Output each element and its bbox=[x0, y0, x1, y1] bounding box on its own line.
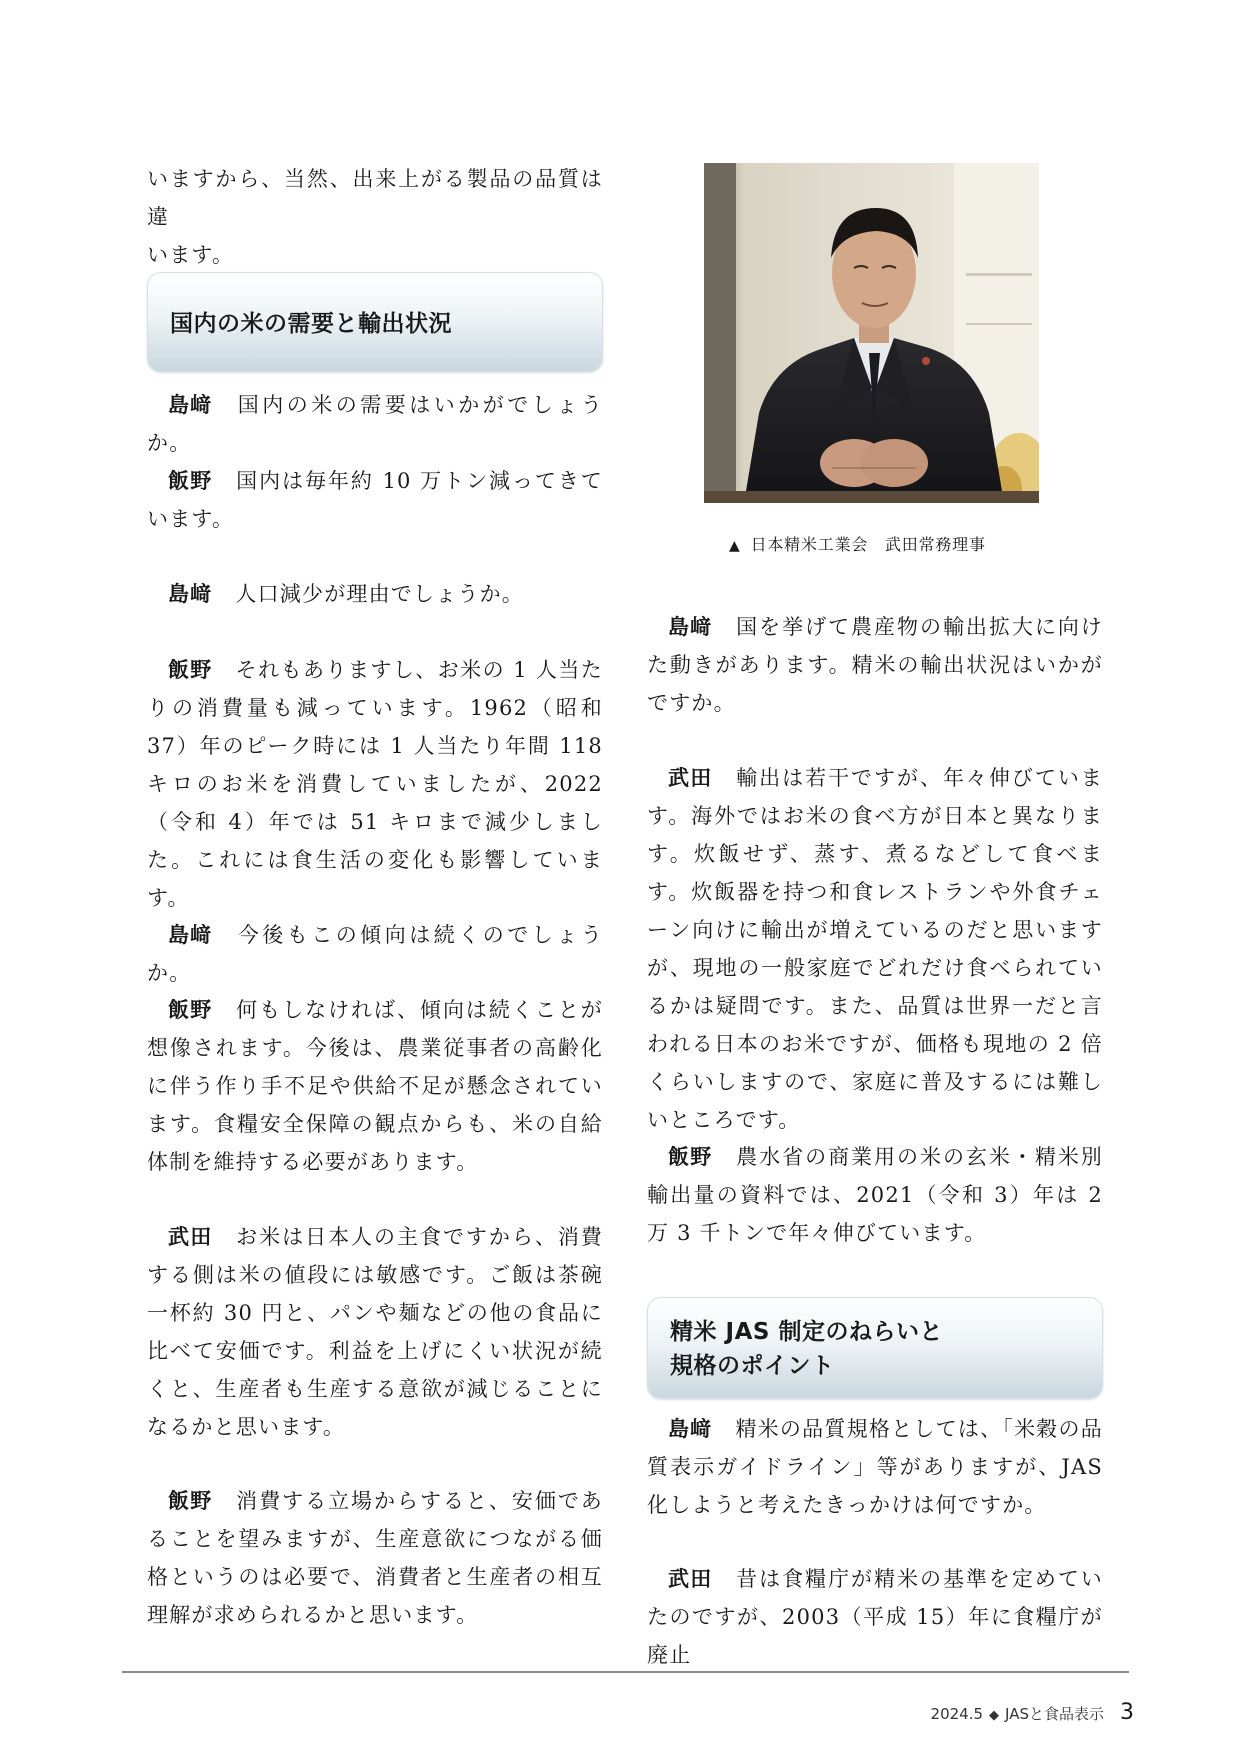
dialogue-paragraph bbox=[647, 759, 1103, 1139]
dialogue-paragraph bbox=[147, 386, 603, 462]
speaker-name: 飯野 bbox=[168, 1489, 213, 1513]
speaker-name: 飯野 bbox=[168, 998, 213, 1022]
dialogue-paragraph bbox=[647, 1138, 1103, 1252]
speaker-name: 武田 bbox=[668, 766, 713, 790]
speaker-name: 島﨑 bbox=[168, 393, 213, 417]
dialogue-paragraph bbox=[147, 462, 603, 538]
dialogue-paragraph bbox=[147, 991, 603, 1181]
speaker-name: 武田 bbox=[668, 1567, 713, 1591]
dialogue-paragraph bbox=[147, 575, 603, 613]
speaker-name: 飯野 bbox=[168, 469, 213, 493]
dialogue-paragraph bbox=[147, 1482, 603, 1634]
portrait-photo-image bbox=[704, 163, 1039, 503]
intro-paragraph bbox=[147, 160, 603, 274]
dialogue-text: 国を挙げて農産物の輸出拡大に向けた動きがあります。精米の輸出状況はいかがですか。 bbox=[647, 615, 1103, 715]
dialogue-text: 今後もこの傾向は続くのでしょうか。 bbox=[147, 923, 603, 985]
publication-title: JASと食品表示 bbox=[1005, 1705, 1104, 1723]
intro-line: います。 bbox=[147, 243, 235, 267]
page-number: 3 bbox=[1120, 1700, 1134, 1725]
section-heading-box bbox=[147, 272, 603, 372]
dialogue-text: それもありますし、お米の 1 人当たりの消費量も減っています。1962（昭和 37）年のピーク時には 1 人当たり年間 118 キロのお米を消費していましたが、2022（令和 4）年では 51 キロまで減少しました。これには食生活の変化も影響しています。 bbox=[147, 658, 603, 910]
dialogue-paragraph bbox=[647, 608, 1103, 722]
speaker-name: 島﨑 bbox=[168, 923, 213, 947]
section-heading-box bbox=[647, 1297, 1103, 1399]
dialogue-paragraph bbox=[147, 651, 603, 917]
dialogue-paragraph bbox=[147, 916, 603, 992]
dialogue-text: 精米の品質規格としては、「米穀の品質表示ガイドライン」等がありますが、JAS 化しようと考えたきっかけは何ですか。 bbox=[647, 1417, 1103, 1517]
section-heading: 国内の米の需要と輸出状況 bbox=[170, 311, 452, 337]
dialogue-text: 人口減少が理由でしょうか。 bbox=[235, 582, 525, 606]
speaker-name: 飯野 bbox=[168, 658, 213, 682]
dialogue-paragraph bbox=[147, 1218, 603, 1446]
interview-photo bbox=[704, 163, 1039, 503]
dialogue-text: お米は日本人の主食ですから、消費する側は米の値段には敏感です。ご飯は茶碗一杯約 30 円と、パンや麺などの他の食品に比べて安価です。利益を上げにくい状況が続くと、生産者も生産する意欲が減じることになるかと思います。 bbox=[147, 1225, 603, 1439]
speaker-name: 島﨑 bbox=[168, 582, 213, 606]
page-footer bbox=[931, 1700, 1134, 1725]
dialogue-text: 何もしなければ、傾向は続くことが想像されます。今後は、農業従事者の高齢化に伴う作り手不足や供給不足が懸念されています。食糧安全保障の観点からも、米の自給体制を維持する必要があります。 bbox=[147, 998, 603, 1174]
diamond-icon: ◆ bbox=[989, 1708, 1000, 1723]
dialogue-paragraph bbox=[647, 1560, 1103, 1674]
speaker-name: 武田 bbox=[168, 1225, 213, 1249]
dialogue-paragraph bbox=[647, 1410, 1103, 1524]
dialogue-text: 国内は毎年約 10 万トン減ってきています。 bbox=[147, 469, 603, 531]
speaker-name: 島﨑 bbox=[668, 1417, 713, 1441]
speaker-name: 島﨑 bbox=[668, 615, 713, 639]
footer-divider bbox=[122, 1671, 1129, 1673]
speaker-name: 飯野 bbox=[668, 1145, 713, 1169]
section-heading: 精米 JAS 制定のねらいと 規格のポイント bbox=[670, 1319, 943, 1379]
caption-text: 日本精米工業会 武田常務理事 bbox=[750, 535, 986, 554]
dialogue-text: 輸出は若干ですが、年々伸びています。海外ではお米の食べ方が日本と異なります。炊飯せず、蒸す、煮るなどして食べます。炊飯器を持つ和食レストランや外食チェーン向けに輸出が増えているのだと思いますが、現地の一般家庭でどれだけ食べられているかは疑問です。また、品質は世界一だと言われる日本のお米ですが、価格も現地の 2 倍くらいしますので、家庭に普及するには難しいところです。 bbox=[647, 766, 1103, 1132]
dialogue-text: 農水省の商業用の米の玄米・精米別輸出量の資料では、2021（令和 3）年は 2 万 3 千トンで年々伸びています。 bbox=[647, 1145, 1103, 1245]
photo-caption bbox=[729, 532, 1059, 555]
issue-date: 2024.5 bbox=[930, 1705, 984, 1723]
dialogue-text: 昔は食糧庁が精米の基準を定めていたのですが、2003（平成 15）年に食糧庁が廃止 bbox=[647, 1567, 1103, 1667]
triangle-icon: ▲ bbox=[729, 538, 741, 554]
dialogue-text: 消費する立場からすると、安価であることを望みますが、生産意欲につながる価格というのは必要で、消費者と生産者の相互理解が求められるかと思います。 bbox=[147, 1489, 603, 1627]
intro-line: いますから、当然、出来上がる製品の品質は違 bbox=[147, 167, 603, 229]
dialogue-text: 国内の米の需要はいかがでしょうか。 bbox=[147, 393, 603, 455]
